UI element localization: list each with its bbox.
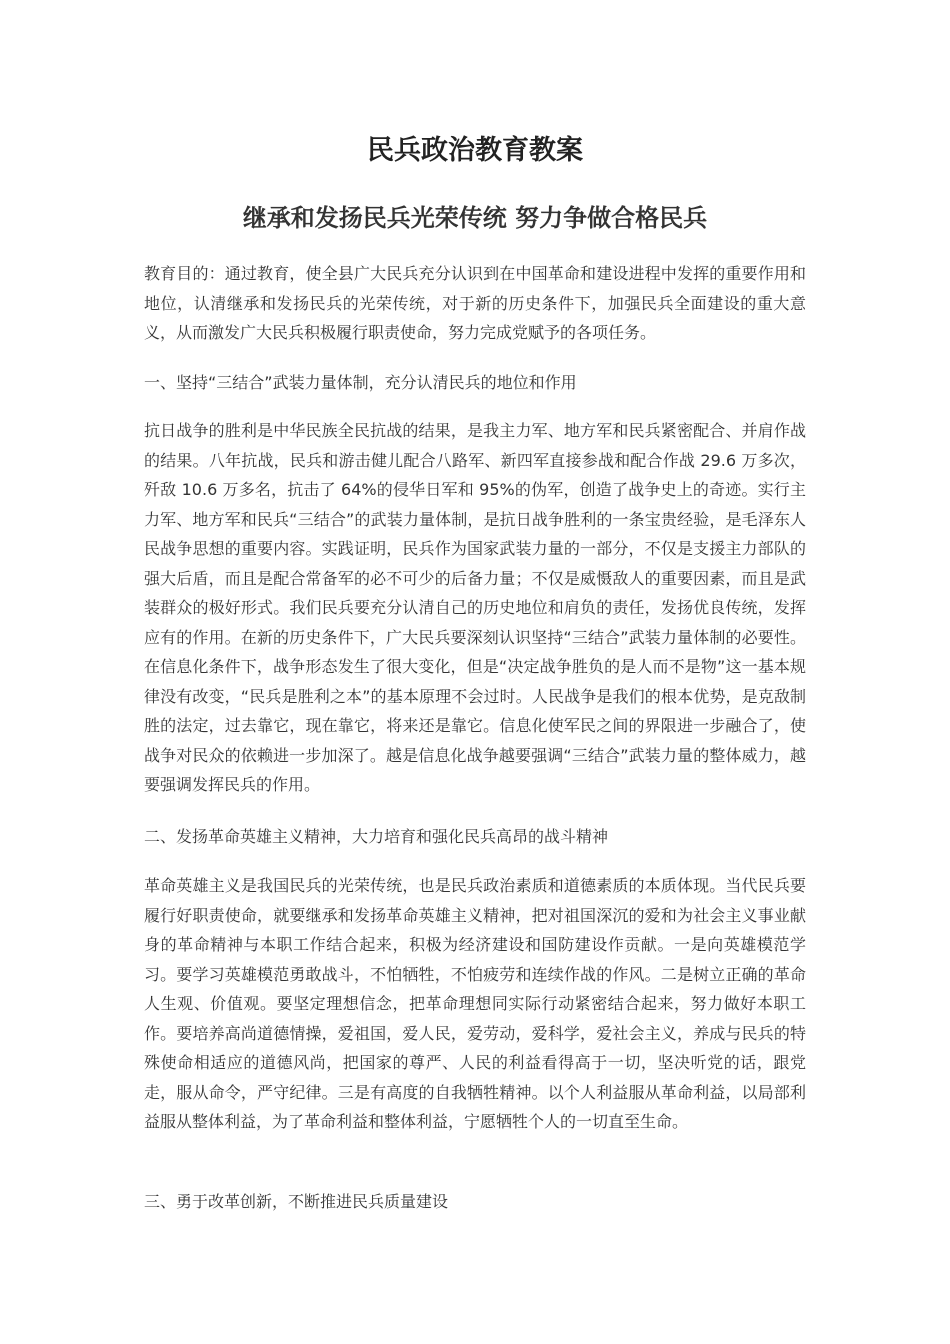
section-2-heading: 二、发扬革命英雄主义精神，大力培育和强化民兵高昂的战斗精神 [144,827,609,846]
document-subtitle: 继承和发扬民兵光荣传统 努力争做合格民兵 [242,204,708,232]
purpose-paragraph: 教育目的：通过教育，使全县广大民兵充分认识到在中国革命和建设进程中发挥的重要作用和地位，认清继承和发扬民兵的光荣传统，对于新的历史条件下，加强民兵全面建设的重大意义，从而激发广大民兵积极履行职责使命，努力完成党赋予的各项任务。 [144,264,806,342]
section-1-heading: 一、坚持“三结合”武装力量体制，充分认清民兵的地位和作用 [144,373,577,392]
section-3-heading: 三、勇于改革创新，不断推进民兵质量建设 [144,1192,449,1211]
section-2-body: 革命英雄主义是我国民兵的光荣传统，也是民兵政治素质和道德素质的本质体现。当代民兵要履行好职责使命，就要继承和发扬革命英雄主义精神，把对祖国深沉的爱和为社会主义事业献身的革命精神与本职工作结合起来，积极为经济建设和国防建设作贡献。一是向英雄模范学习。要学习英雄模范勇敢战斗，不怕牺牲，不怕疲劳和连续作战的作风。二是树立正确的革命人生观、价值观。要坚定理想信念，把革命理想同实际行动紧密结合起来，努力做好本职工作。要培养高尚道德情操，爱祖国，爱人民，爱劳动，爱科学，爱社会主义，养成与民兵的特殊使命相适应的道德风尚，把国家的尊严、人民的利益看得高于一切，坚决听党的话，跟党走，服从命令，严守纪律。三是有高度的自我牺牲精神。以个人利益服从革命利益，以局部利益服从整体利益，为了革命利益和整体利益，宁愿牺牲个人的一切直至生命。 [144,876,806,1131]
document-title: 民兵政治教育教案 [367,135,583,166]
section-1-body: 抗日战争的胜利是中华民族全民抗战的结果，是我主力军、地方军和民兵紧密配合、并肩作战的结果。八年抗战，民兵和游击健儿配合八路军、新四军直接参战和配合作战 29.6 万多次，歼敌 10.6 万多名，抗击了 64%的侵华日军和 95%的伪军，创造了战争史上的奇迹。实行主力军、地方军和民兵“三结合”的武装力量体制，是抗日战争胜利的一条宝贵经验，是毛泽东人民战争思想的重要内容。实践证明，民兵作为国家武装力量的一部分，不仅是支援主力部队的强大后盾，而且是配合常备军的必不可少的后备力量；不仅是威慑敌人的重要因素，而且是武装群众的极好形式。我们民兵要充分认清自己的历史地位和肩负的责任，发扬优良传统，发挥应有的作用。在新的历史条件下，广大民兵要深刻认识坚持“三结合”武装力量体制的必要性。在信息化条件下，战争形态发生了很大变化，但是“决定战争胜负的是人而不是物”这一基本规律没有改变，“民兵是胜利之本”的基本原理不会过时。人民战争是我们的根本优势，是克敌制胜的法定，过去靠它，现在靠它，将来还是靠它。信息化使军民之间的界限进一步融合了，使战争对民众的依赖进一步加深了。越是信息化战争越要强调“三结合”武装力量的整体威力，越要强调发挥民兵的作用。 [144,421,806,794]
